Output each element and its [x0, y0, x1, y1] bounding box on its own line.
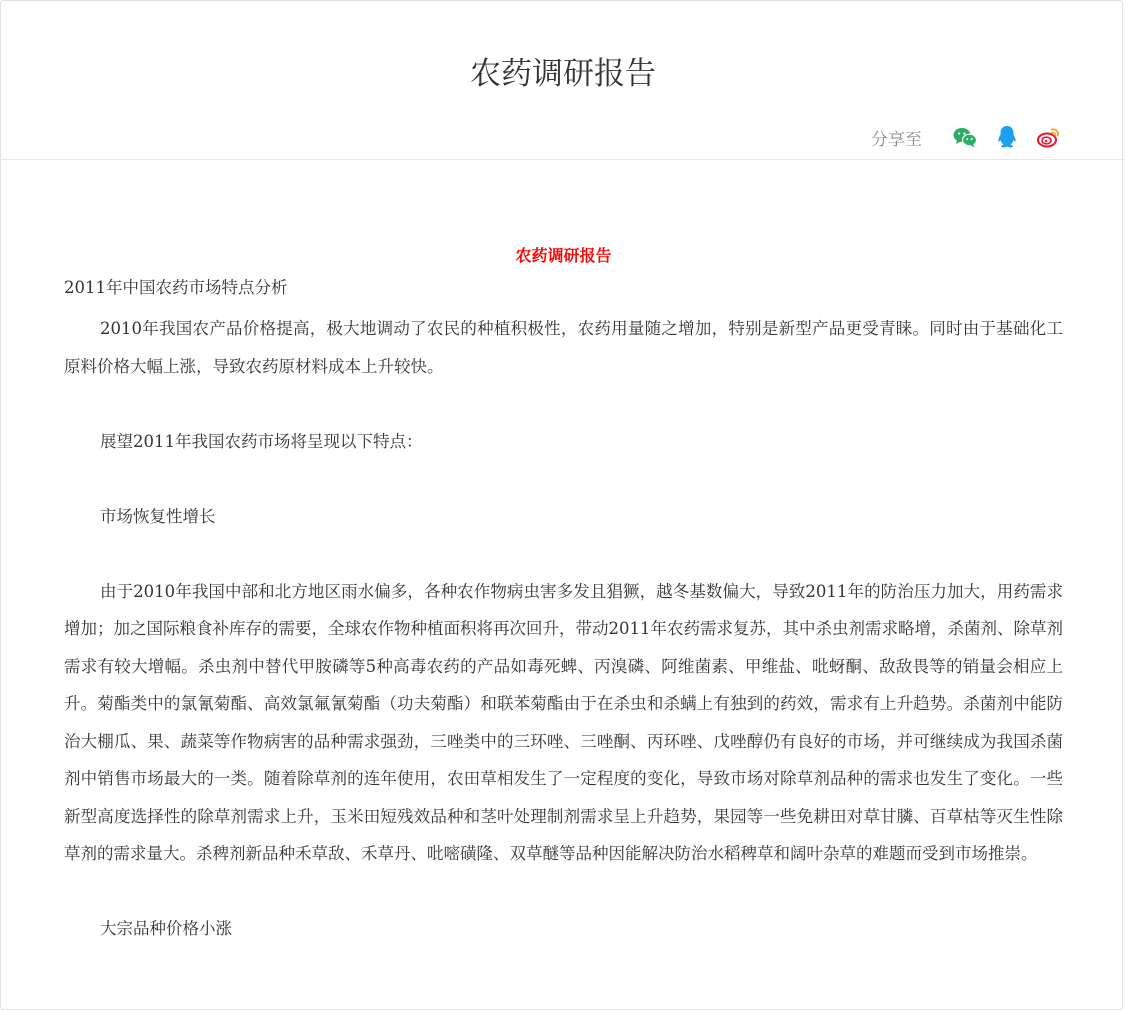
section-heading-price: 大宗品种价格小涨: [100, 919, 232, 938]
section-heading-market-recovery: 市场恢复性增长: [100, 506, 216, 526]
page-title: 农药调研报告: [470, 56, 656, 92]
qq-icon[interactable]: [994, 124, 1020, 150]
paragraph-spacer: [64, 873, 1063, 911]
article-body: [64, 241, 1063, 948]
paragraph-spacer: [64, 385, 1063, 423]
wechat-icon[interactable]: [952, 124, 978, 150]
share-bar: [871, 122, 1062, 152]
article-heading: 农药调研报告: [515, 246, 612, 265]
weibo-icon[interactable]: [1036, 124, 1062, 150]
paragraph-outlook: 展望2011年我国农药市场将呈现以下特点：: [100, 431, 423, 451]
paragraph-spacer: [64, 460, 1063, 498]
share-label: 分享至: [871, 129, 922, 150]
article-subtitle: 2011年中国农药市场特点分析: [64, 278, 288, 297]
paragraph-intro: 2010年我国农产品价格提高，极大地调动了农民的种植积极性，农药用量随之增加，特别是新型产品更受青睐。同时由于基础化工原料价格大幅上涨，导致农药原材料成本上升较快。: [64, 319, 1063, 376]
paragraph-spacer: [64, 535, 1063, 573]
paragraph-market-recovery: 由于2010年我国中部和北方地区雨水偏多，各种农作物病虫害多发且猖獗，越冬基数偏大，导致2011年的防治压力加大，用药需求增加；加之国际粮食补库存的需要，全球农作物种植面积将再次回升，带动2011年农药需求复苏，其中杀虫剂需求略增，杀菌剂、除草剂需求有较大增幅。杀虫剂中替代甲胺磷等5种高毒农药的产品如毒死蜱、丙溴磷、阿维菌素、甲维盐、吡蚜酮、敌敌畏等的销量会相应上升。菊酯类中的氯氰菊酯、高效氯氟氰菊酯（功夫菊酯）和联苯菊酯由于在杀虫和杀螨上有独到的药效，需求有上升趋势。杀菌剂中能防治大棚瓜、果、蔬菜等作物病害的品种需求强劲，三唑类中的三环唑、三唑酮、丙环唑、戊唑醇仍有良好的市场，并可继续成为我国杀菌剂中销售市场最大的一类。随着除草剂的连年使用，农田草相发生了一定程度的变化，导致市场对除草剂品种的需求也发生了变化。一些新型高度选择性的除草剂需求上升，玉米田短残效品种和茎叶处理制剂需求呈上升趋势，果园等一些免耕田对草甘膦、百草枯等灭生性除草剂的需求量大。杀稗剂新品种禾草敌、禾草丹、吡嘧磺隆、双草醚等品种因能解决防治水稻稗草和阔叶杂草的难题而受到市场推崇。: [64, 581, 1063, 863]
page-header: [2, 2, 1124, 160]
